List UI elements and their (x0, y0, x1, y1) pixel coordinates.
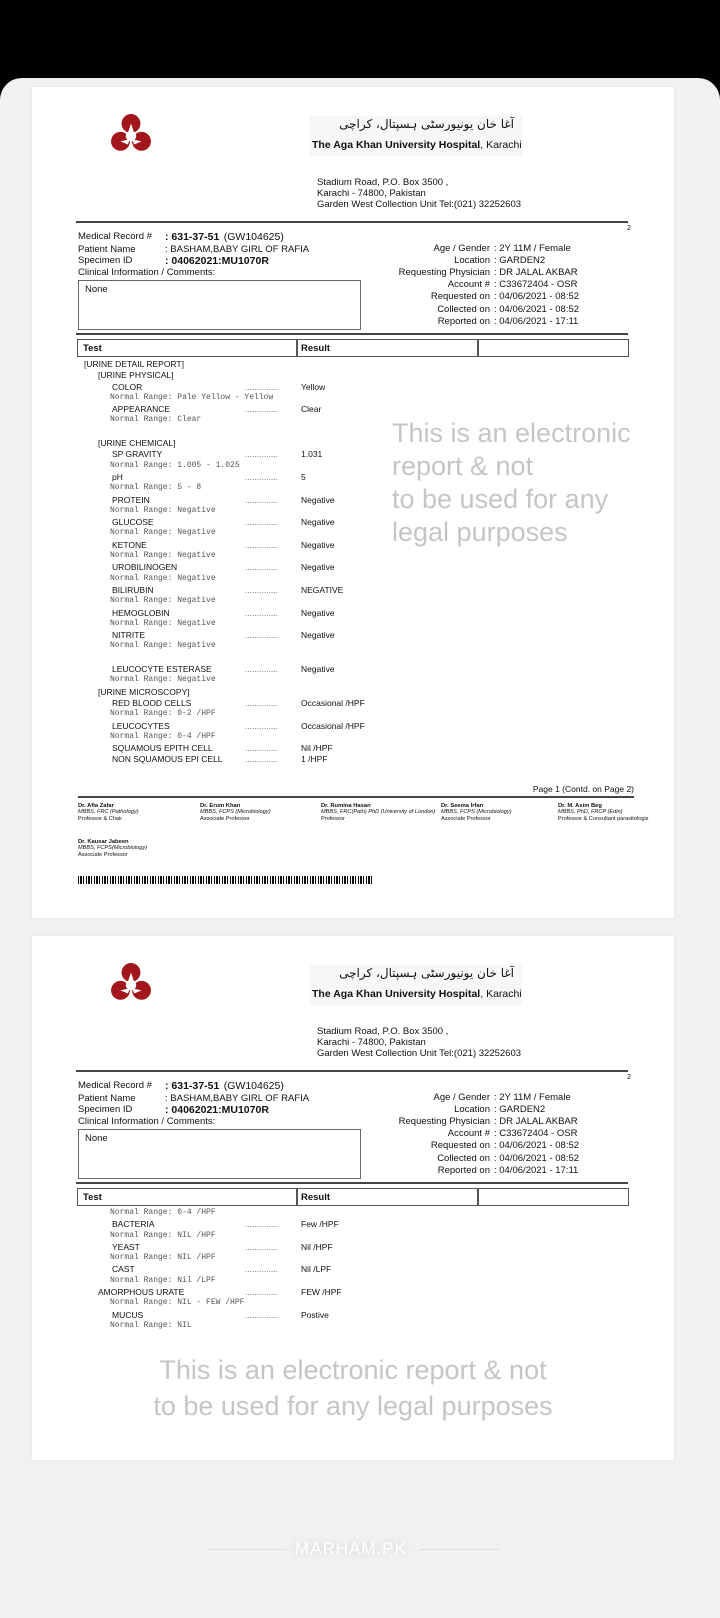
test-result: Few /HPF (301, 1219, 339, 1230)
divider (76, 1182, 628, 1184)
normal-range: Normal Range: Clear (110, 415, 202, 425)
specimen-label: Specimen ID (78, 1104, 133, 1115)
normal-range: Normal Range: 0-4 /HPF (110, 731, 216, 741)
page-mark: 2 (627, 225, 631, 232)
leader-dots: .............. (245, 494, 279, 505)
patient-name-value: : BASHAM,BABY GIRL OF RAFIA (165, 244, 310, 255)
hospital-city: , Karachi (480, 139, 522, 151)
test-name: LEUCOCYTE ESTERASE (112, 664, 212, 675)
test-name: UROBILINOGEN (112, 562, 178, 573)
leader-dots: .............. (245, 720, 279, 731)
watermark-text: This is an electronic report & not (159, 1355, 547, 1385)
info-value: : 04/06/2021 - 08:52 (494, 291, 580, 302)
test-row (32, 721, 674, 732)
doctor-qualification: MBBS, FCPS (Microbiology) (441, 809, 512, 816)
mrn-value: : 631-37-51 (165, 1080, 220, 1092)
test-result: Yellow (301, 381, 326, 392)
normal-range: Normal Range: Negative (110, 675, 216, 685)
info-label: Requesting Physician (398, 1116, 490, 1127)
test-name: SQUAMOUS EPITH CELL (112, 743, 213, 754)
normal-range: Normal Range: Negative (110, 573, 216, 583)
test-row (32, 1264, 674, 1275)
barcode (78, 876, 374, 884)
test-row (32, 1310, 674, 1321)
test-name: KETONE (112, 539, 147, 550)
test-name: PROTEIN (112, 494, 150, 505)
subsection-heading: [URINE MICROSCOPY] (98, 686, 190, 697)
leader-dots: .............. (245, 404, 279, 415)
watermark-text: to be used for any legal purposes (153, 1391, 553, 1421)
leader-dots: .............. (245, 607, 279, 618)
hospital-name: The Aga Khan University Hospital (312, 988, 481, 1000)
doctor-qualification: MBBS, FCPS (Microbiology) (200, 809, 271, 816)
leader-dots: .............. (245, 1264, 279, 1275)
mrn-extra: (GW104625) (223, 1080, 284, 1092)
aku-logo-icon (110, 962, 152, 1004)
doctor-name: Dr. Kausar Jabeen (78, 839, 129, 845)
col-test: Test (83, 1192, 102, 1203)
specimen-value: : 04062021:MU1070R (165, 255, 269, 267)
doctor-qualification: MBBS, PhD, FRCP (Edin) (558, 809, 623, 816)
divider (76, 333, 628, 335)
test-result: 1 /HPF (301, 754, 328, 765)
doctor-signature (558, 803, 676, 822)
leader-dots: .............. (245, 1219, 279, 1230)
col-result: Result (301, 343, 331, 354)
doctor-title: Professor & Consultant parasitologis (558, 815, 649, 822)
normal-range: Normal Range: Negative (110, 641, 216, 651)
test-name: BILIRUBIN (112, 584, 154, 595)
address-line: Garden West Collection Unit Tel:(021) 32252603 (317, 1048, 522, 1059)
doctor-title: Associate Professor (441, 815, 491, 822)
test-name: GLUCOSE (112, 517, 154, 528)
watermark-block (392, 417, 667, 549)
leader-dots: .............. (245, 471, 279, 482)
address-line: Karachi - 74800, Pakistan (317, 1037, 426, 1048)
test-name: CAST (112, 1264, 135, 1275)
test-result: Occasional /HPF (301, 720, 365, 731)
info-value: : GARDEN2 (494, 255, 546, 266)
watermark-text: This is an electronic report & not (392, 418, 631, 481)
results-table-header (77, 1188, 629, 1206)
page-note: Page 1 (Contd. on Page 2) (532, 784, 634, 794)
subsection-heading: [URINE CHEMICAL] (98, 438, 176, 449)
test-result: 5 (301, 471, 306, 482)
divider (76, 1070, 628, 1072)
info-value: : 04/06/2021 - 08:52 (494, 1153, 580, 1164)
test-result: 1.031 (301, 449, 323, 460)
test-name: COLOR (112, 381, 143, 392)
mrn-label: Medical Record # (78, 1080, 152, 1091)
test-result: Nil /HPF (301, 743, 333, 754)
normal-range: Normal Range: Negative (110, 596, 216, 606)
test-name: YEAST (112, 1241, 140, 1252)
test-result: Negative (301, 607, 335, 618)
test-result: Negative (301, 494, 335, 505)
test-name: BACTERIA (112, 1219, 155, 1230)
doctor-signature (200, 803, 318, 822)
leader-dots: .............. (245, 449, 279, 460)
patient-name-value: : BASHAM,BABY GIRL OF RAFIA (165, 1093, 310, 1104)
normal-range: Normal Range: Negative (110, 505, 216, 515)
marham-watermark (207, 1534, 499, 1564)
normal-range: Normal Range: Negative (110, 551, 216, 561)
hospital-city: , Karachi (480, 988, 522, 1000)
test-name: RED BLOOD CELLS (112, 697, 192, 708)
specimen-label: Specimen ID (78, 255, 133, 266)
doctor-signature (441, 803, 559, 822)
watermark-text: to be used for any legal purposes (392, 484, 609, 547)
info-value: : C33672404 - OSR (494, 279, 578, 290)
test-row (32, 608, 674, 619)
test-result: FEW /HPF (301, 1287, 342, 1298)
address-line: Karachi - 74800, Pakistan (317, 188, 426, 199)
info-label: Account # (447, 1128, 490, 1139)
test-name: SP GRAVITY (112, 449, 163, 460)
leader-dots: .............. (245, 1287, 279, 1298)
normal-range: Normal Range: Negative (110, 618, 216, 628)
test-row (32, 562, 674, 573)
address-line: Stadium Road, P.O. Box 3500 , (317, 1026, 449, 1037)
patient-name-label: Patient Name (78, 1093, 136, 1104)
info-label: Requested on (430, 1140, 490, 1151)
test-result: Negative (301, 539, 335, 550)
test-name: AMORPHOUS URATE (98, 1287, 185, 1298)
doctor-qualification: MBBS, FCPS(Microbiology) (78, 845, 148, 852)
doctor-title: Professor & Chair (78, 815, 123, 822)
info-label: Collected on (437, 1153, 490, 1164)
test-row (32, 630, 674, 641)
test-name: LEUCOCYTES (112, 720, 170, 731)
normal-range: Normal Range: 1.005 - 1.025 (110, 460, 240, 470)
page-mark: 2 (627, 1074, 631, 1081)
test-result: Negative (301, 630, 335, 641)
normal-range: Normal Range: Negative (110, 528, 216, 538)
doctor-signature (78, 803, 196, 822)
clinical-info-label: Clinical Information / Comments: (78, 267, 216, 278)
test-name: MUCUS (112, 1309, 144, 1320)
normal-range: Normal Range: Nil /LPF (110, 1275, 216, 1285)
aku-logo-icon (110, 113, 152, 155)
leader-dots: .............. (245, 517, 279, 528)
brand-text: MARHAM.PK (295, 1539, 407, 1558)
test-row (32, 698, 674, 709)
normal-range: Normal Range: NIL /HPF (110, 1253, 216, 1263)
test-row (32, 1287, 674, 1298)
doctor-title: Associate Professor (200, 815, 250, 822)
info-value: : C33672404 - OSR (494, 1128, 578, 1139)
test-row (32, 382, 674, 393)
normal-range: Normal Range: NIL - FEW /HPF (110, 1298, 245, 1308)
col-test: Test (83, 343, 102, 354)
normal-range: Normal Range: NIL (110, 1320, 192, 1330)
col-result: Result (301, 1192, 331, 1203)
info-value: : 2Y 11M / Female (494, 1092, 571, 1103)
info-value: : 04/06/2021 - 08:52 (494, 1140, 580, 1151)
hospital-logotype (310, 116, 522, 156)
leader-dots: .............. (245, 664, 279, 675)
normal-range: Normal Range: 0-4 /HPF (110, 1208, 216, 1217)
results-table-header (77, 339, 629, 357)
doctor-name: Dr. Afia Zafar (78, 803, 114, 809)
comments-text: None (85, 1133, 108, 1144)
test-result: Occasional /HPF (301, 697, 365, 708)
doctor-signature (321, 803, 439, 822)
test-row (32, 743, 674, 754)
mrn-extra: (GW104625) (223, 231, 284, 243)
leader-dots: .............. (245, 630, 279, 641)
info-value: : DR JALAL AKBAR (494, 267, 578, 278)
leader-dots: .............. (245, 562, 279, 573)
test-result: Negative (301, 517, 335, 528)
doctor-title: Professor (321, 815, 345, 822)
hospital-name-urdu: آغا خان یونیورسٹی ہسپتال، کراچی (339, 117, 514, 131)
test-name: APPEARANCE (112, 404, 171, 415)
test-name: NON SQUAMOUS EPI CELL (112, 754, 223, 765)
test-result: Nil /LPF (301, 1264, 332, 1275)
doctor-signature (78, 839, 196, 858)
report-page-2 (32, 936, 674, 1460)
divider (78, 796, 634, 798)
mrn-value: : 631-37-51 (165, 231, 220, 243)
test-row (32, 404, 674, 415)
leader-dots: .............. (245, 381, 279, 392)
normal-range: Normal Range: Pale Yellow - Yellow (110, 392, 274, 402)
info-value: : 04/06/2021 - 17:11 (494, 1165, 579, 1176)
leader-dots: .............. (245, 743, 279, 754)
test-name: pH (112, 471, 123, 482)
doctor-name: Dr. M. Asim Beg (558, 803, 602, 809)
info-value: : 04/06/2021 - 17:11 (494, 316, 579, 327)
mrn-label: Medical Record # (78, 231, 152, 242)
info-label: Account # (447, 279, 490, 290)
info-label: Age / Gender (433, 1092, 490, 1103)
leader-dots: .............. (245, 584, 279, 595)
info-label: Location (454, 255, 490, 266)
test-name: NITRITE (112, 630, 146, 641)
leader-dots: .............. (245, 1309, 279, 1320)
leader-dots: .............. (245, 754, 279, 765)
divider (76, 221, 628, 223)
info-label: Requested on (430, 291, 490, 302)
address-line: Garden West Collection Unit Tel:(021) 32252603 (317, 199, 522, 210)
doctor-qualification: MBBS, FRC(Path) PhD (University of London) (321, 809, 436, 816)
normal-range: Normal Range: 0-2 /HPF (110, 709, 216, 719)
leader-dots: .............. (245, 1241, 279, 1252)
info-label: Location (454, 1104, 490, 1115)
hospital-name: The Aga Khan University Hospital (312, 139, 481, 151)
subsection-heading: [URINE PHYSICAL] (98, 370, 174, 381)
test-row (32, 754, 674, 765)
leader-dots: .............. (245, 539, 279, 550)
info-value: : 2Y 11M / Female (494, 243, 571, 254)
hospital-name-urdu: آغا خان یونیورسٹی ہسپتال، کراچی (339, 966, 514, 980)
test-result: Negative (301, 664, 335, 675)
test-result: NEGATIVE (301, 584, 344, 595)
test-row (32, 664, 674, 675)
info-value: : DR JALAL AKBAR (494, 1116, 578, 1127)
test-row (32, 1219, 674, 1230)
doctor-name: Dr. Seema Irfan (441, 803, 484, 809)
info-value: : 04/06/2021 - 08:52 (494, 304, 580, 315)
leader-dots: .............. (245, 697, 279, 708)
address-line: Stadium Road, P.O. Box 3500 , (317, 177, 449, 188)
doctor-title: Associate Professor (78, 851, 128, 858)
clinical-info-label: Clinical Information / Comments: (78, 1116, 216, 1127)
info-label: Reported on (437, 316, 490, 327)
report-page-1 (32, 87, 674, 918)
test-row (32, 1242, 674, 1253)
section-heading: [URINE DETAIL REPORT] (84, 359, 184, 369)
test-result: Clear (301, 404, 322, 415)
doctor-name: Dr. Rumina Hasan (321, 803, 371, 809)
test-row (32, 585, 674, 596)
test-result: Negative (301, 562, 335, 573)
patient-name-label: Patient Name (78, 244, 136, 255)
normal-range: Normal Range: 5 - 8 (110, 483, 202, 493)
comments-text: None (85, 284, 108, 295)
normal-range: Normal Range: NIL /HPF (110, 1230, 216, 1240)
info-value: : GARDEN2 (494, 1104, 546, 1115)
test-result: Nil /HPF (301, 1241, 333, 1252)
doctor-qualification: MBBS, FRC (Pathology) (78, 809, 139, 816)
test-name: HEMOGLOBIN (112, 607, 170, 618)
specimen-value: : 04062021:MU1070R (165, 1104, 269, 1116)
hospital-logotype (310, 965, 522, 1005)
doctor-name: Dr. Erum Khan (200, 803, 241, 809)
info-label: Collected on (437, 304, 490, 315)
info-label: Requesting Physician (398, 267, 490, 278)
info-label: Age / Gender (433, 243, 490, 254)
info-label: Reported on (437, 1165, 490, 1176)
test-result: Postive (301, 1309, 329, 1320)
